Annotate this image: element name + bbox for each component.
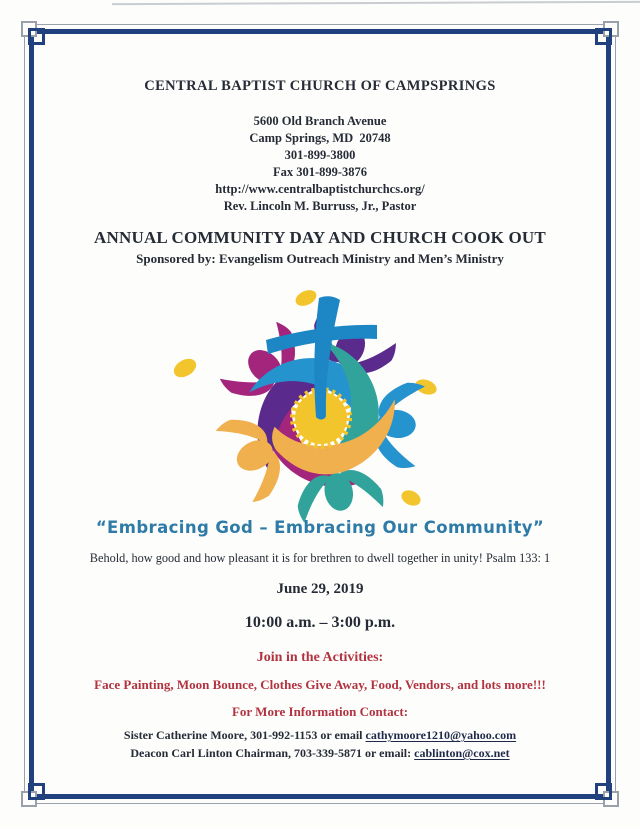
scan-artifact-line xyxy=(112,1,640,5)
corner-square-navy xyxy=(595,28,612,45)
email-link-carl-linton[interactable]: cablinton@cox.net xyxy=(414,745,510,760)
address-city: Camp Springs, MD 20748 xyxy=(249,131,391,145)
scripture-verse: Behold, how good and how pleasant it is for brethren to dwell together in unity! Psalm 133: 1 xyxy=(89,551,551,565)
event-date: June 29, 2019 xyxy=(276,581,364,597)
border-corner-ornament-tr xyxy=(595,19,621,45)
cross-sun-dancers-logo-icon xyxy=(164,288,478,524)
border-corner-ornament-br xyxy=(595,783,621,809)
sponsor-line: Sponsored by: Evangelism Outreach Ministry and Men’s Ministry xyxy=(136,251,504,266)
corner-square-navy xyxy=(595,783,612,800)
activities-heading: Join in the Activities: xyxy=(256,650,384,665)
church-name: CENTRAL BAPTIST CHURCH OF CAMPSPRINGS xyxy=(144,78,496,94)
address-street: 5600 Old Branch Avenue xyxy=(253,114,387,128)
church-address-block xyxy=(42,113,598,215)
pastor-name: Rev. Lincoln M. Burruss, Jr., Pastor xyxy=(223,199,417,213)
contact-heading: For More Information Contact: xyxy=(231,704,409,719)
corner-square-navy xyxy=(28,783,45,800)
phone-number: 301-899-3800 xyxy=(284,148,356,162)
contact-line xyxy=(42,727,598,745)
contact-text: Deacon Carl Linton Chairman, 703-339-5871 or email: xyxy=(130,745,415,760)
event-title: ANNUAL COMMUNITY DAY AND CHURCH COOK OUT xyxy=(94,228,546,247)
border-corner-ornament-bl xyxy=(19,783,45,809)
fax-number: Fax 301-899-3876 xyxy=(272,165,368,179)
contact-block xyxy=(42,727,598,762)
corner-square-navy xyxy=(28,28,45,45)
activities-list: Face Painting, Moon Bounce, Clothes Give Away, Food, Vendors, and lots more!!! xyxy=(94,677,546,692)
contact-line xyxy=(42,745,598,763)
email-link-catherine-moore[interactable]: cathymoore1210@yahoo.com xyxy=(365,728,517,742)
border-corner-ornament-tl xyxy=(19,19,45,45)
event-time: 10:00 a.m. – 3:00 p.m. xyxy=(244,614,396,631)
contact-text: Sister Catherine Moore, 301-992-1153 or email xyxy=(123,728,366,742)
tagline: “Embracing God – Embracing Our Community” xyxy=(95,518,545,537)
website-url: http://www.centralbaptistchurchcs.org/ xyxy=(215,182,425,196)
